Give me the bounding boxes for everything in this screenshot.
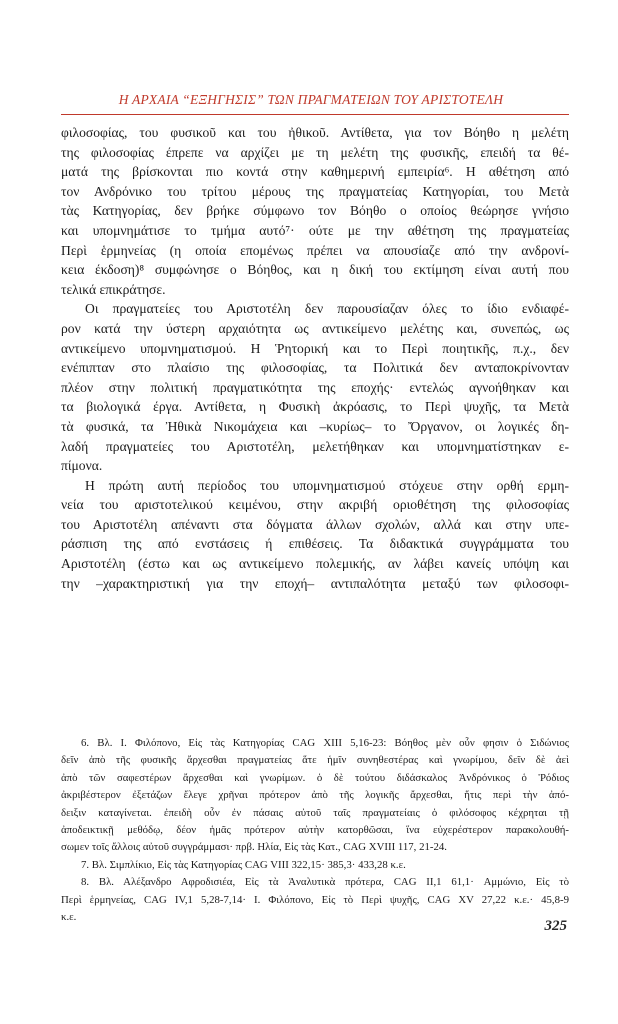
- body-line: Οι πραγματείες του Αριστοτέλη δεν παρουσίαζαν όλες το ίδιο ενδιαφέ-: [85, 301, 569, 317]
- body-line: τα βιολογικά έργα. Αντίθετα, η Φυσικὴ ἀκρόασις, το Περὶ ψυχῆς, τα Μετὰ: [61, 399, 569, 415]
- footnote-line: δειξιν καταγίνεται. ἐπειδὴ οὖν ἐν πάσαις αὐτοῦ ταῖς πραγματείαις ὁ φιλόσοφος κέχρηται τῇ: [61, 806, 569, 819]
- body-line: ράσπιση της από ενστάσεις ή επιθέσεις. Τα διδακτικά συγγράμματα του: [61, 536, 569, 552]
- body-line: ματά της βρίσκονται πιο κοντά στην καθημερινή εμπειρία⁶. Η αθέτηση από: [61, 164, 569, 180]
- body-line: νεία του αριστοτελικού κειμένου, στην ακριβή οριοθέτηση της φιλοσοφίας: [61, 497, 569, 513]
- footnote-line: 8. Βλ. Αλέξανδρο Αφροδισιέα, Εἰς τὰ Ἀναλυτικὰ πρότερα, CAG II,1 61,1· Αμμώνιο, Εἰς τὸ: [81, 876, 569, 889]
- body-line: ρον κατά την ύστερη αρχαιότητα ως αντικείμενο μελέτης και, συνεπώς, ως: [61, 320, 569, 336]
- body-line: τελικά επικράτησε.: [61, 281, 166, 297]
- footnote-line: 7. Βλ. Σιμπλίκιο, Εἰς τὰς Κατηγορίας CAG VIII 322,15· 385,3· 433,28 κ.ε.: [81, 858, 406, 871]
- footnote-line: σωμεν τοῖς ἄλλοις αὐτοῦ συγγράμμασι· πρβ. Ηλία, Εἰς τὰς Κατ., CAG XVIII 117, 21-24.: [61, 841, 447, 854]
- body-line: Η πρώτη αυτή περίοδος του υπομνηματισμού στόχευε στην ορθή ερμη-: [85, 477, 569, 493]
- body-line: λαδή πραγματείες του Αριστοτέλη, μελετήθηκαν και υπομνηματίστηκαν ε-: [61, 438, 569, 454]
- body-line: κεια έκδοση)⁸ συμφώνησε ο Βόηθος, και η δική του εκτίμηση είναι αυτή που: [61, 262, 569, 278]
- footnote-line: Περὶ ἑρμηνείας, CAG IV,1 5,28-7,14· Ι. Φιλόπονο, Εἰς τὸ Περὶ ψυχῆς, CAG XV 27,22 κ.ε.· 45,8-9: [61, 893, 569, 906]
- body-line: τον Ανδρόνικο του τρίτου μέρους της πραγματείας Κατηγορίαι, του Μετὰ: [61, 183, 569, 199]
- body-line: πίμονα.: [61, 458, 103, 474]
- footnote-line: ἀκριβέστερον ἐξετάζων ἔλεγε χρῆναι πρότερον ἀπὸ τῆς λογικῆς ἄρχεσθαι, ἥτις περὶ τὴν ἀπό-: [61, 789, 569, 802]
- body-line: Αριστοτέλη (έστω και ως αντικείμενο πολεμικής, αν λάβει κανείς υπόψη και: [61, 556, 569, 572]
- body-line: φιλοσοφίας, του φυσικοῦ και του ἠθικοῦ. Αντίθετα, για τον Βόηθο η μελέτη: [61, 125, 569, 140]
- body-line: την –χαρακτηριστική για την εποχή– αντιπαλότητα μεταξύ των φιλοσοφι-: [61, 575, 569, 591]
- footnote-line: ἀπὸ τῶν σαφεστέρων ἄρχεσθαι καὶ γνωρίμων. ὁ δὲ τούτου διδάσκαλος Ἀνδρόνικος ὁ Ῥόδιος: [61, 771, 569, 784]
- header-rule: [61, 114, 569, 115]
- footnote-line: 6. Βλ. Ι. Φιλόπονο, Εἰς τὰς Κατηγορίας CAG XIII 5,16-23: Βόηθος μὲν οὖν φησιν ὁ Σιδώνιος: [81, 737, 569, 749]
- body-text: [61, 123, 569, 593]
- body-line: του Αριστοτέλη απέναντι στα δόγματα άλλων σχολών, αλλά και στην υπε-: [61, 516, 569, 532]
- footnote-line: ἀποδεικτικῇ μεθόδῳ, δέον ἡμᾶς πρότερον αὐτὴν κατορθῶσαι, ἵνα εὐχερέστερον παρακολουθή-: [61, 824, 569, 837]
- body-line: ενέπιπταν στο πλαίσιο της φιλοσοφίας, τα Πολιτικά δεν ανταποκρίνονταν: [61, 360, 569, 376]
- footnote-line: δεῖν ἀπὸ τῆς φυσικῆς ἄρχεσθαι πραγματείας ἅτε ἡμῖν συνηθεστέρας καὶ γνωρίμου, δεῖν δὲ ἀεὶ: [61, 754, 569, 767]
- body-line: και υπομνημάτισε το τμήμα αυτό⁷· ούτε με την αθέτηση της πραγματείας: [61, 222, 569, 238]
- footnotes: [61, 735, 569, 926]
- body-line: τὰς Κατηγορίας, δεν βρήκε σύμφωνο τον Βόηθο ο οποίος θεώρησε γνήσιο: [61, 203, 569, 219]
- body-line: πλέον στην πολιτική πραγματικότητα της εποχής· εντελώς αγνοήθηκαν και: [61, 379, 569, 395]
- footnote-line: κ.ε.: [61, 911, 77, 924]
- body-line: αντικείμενο υπομνηματισμού. Η Ῥητορική και το Περὶ ποιητικῆς, π.χ., δεν: [61, 340, 569, 356]
- body-line: Περὶ ἑρμηνείας (η οποία επομένως πρέπει να απουσίαζε από την ανδρονί-: [61, 242, 569, 258]
- body-line: της φιλοσοφίας έπρεπε να αρχίζει με τη μελέτη της φυσικῆς, επειδή τα θέ-: [61, 144, 569, 160]
- page-number: 325: [544, 918, 567, 934]
- body-line: τὰ φυσικά, τα Ἠθικὰ Νικομάχεια και –κυρίως– το Ὄργανον, οι λογικές δη-: [61, 418, 569, 434]
- running-head: Η ΑΡΧΑΙΑ “ΕΞΗΓΗΣΙΣ” ΤΩΝ ΠΡΑΓΜΑΤΕΙΩΝ ΤΟΥ ΑΡΙΣΤΟΤΕΛΗ: [118, 92, 504, 107]
